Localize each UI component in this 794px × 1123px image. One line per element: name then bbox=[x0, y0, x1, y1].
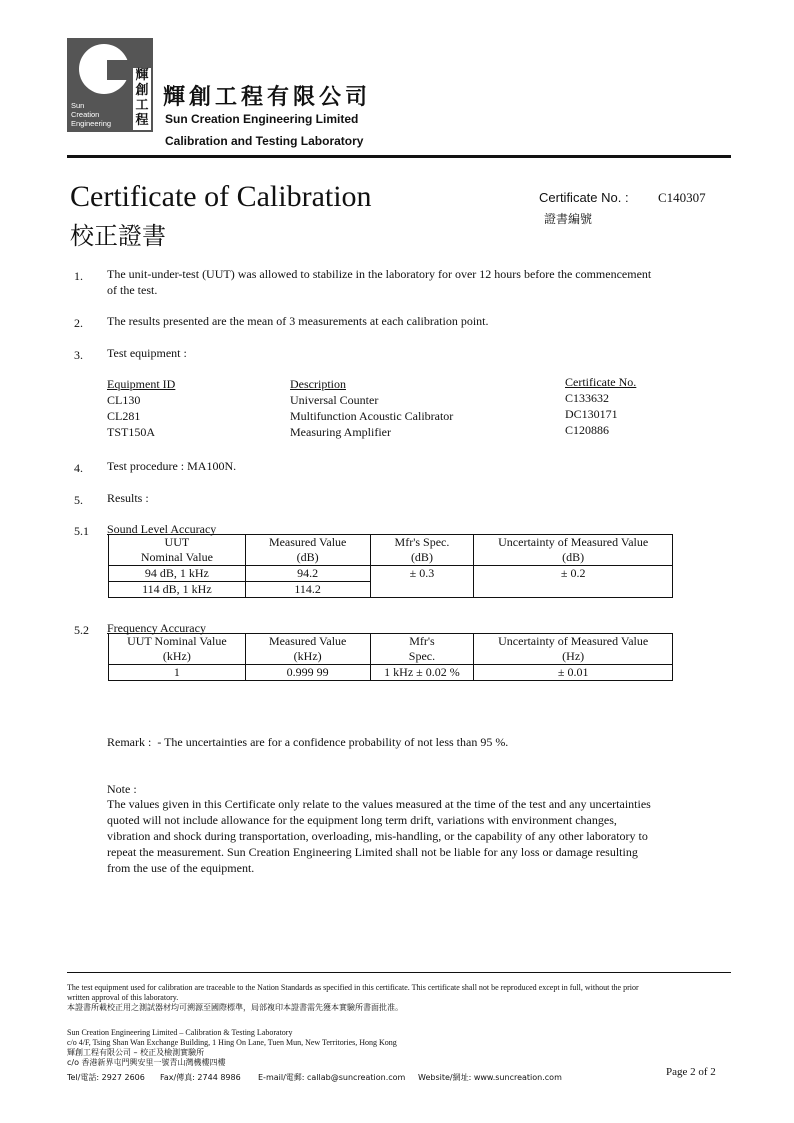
equipment-id-column: Equipment ID CL130 CL281 TST150A bbox=[107, 377, 176, 439]
section-number: 5.1 bbox=[74, 524, 89, 538]
certificate-number-label: Certificate No. : bbox=[539, 190, 629, 205]
item-number: 3. bbox=[74, 348, 83, 362]
section-number: 5.2 bbox=[74, 623, 89, 637]
company-name-en: Sun Creation Engineering Limited bbox=[165, 112, 359, 126]
company-name-cn: 輝創工程有限公司 bbox=[163, 85, 372, 110]
item-text: The unit-under-test (UUT) was allowed to stabilize in the laboratory for over 12 hours before the commencement of the test. bbox=[107, 267, 652, 297]
table-row: 1 0.999 99 1 kHz ± 0.02 % ± 0.01 bbox=[109, 665, 673, 681]
item-number: 4. bbox=[74, 461, 83, 475]
footer-disclaimer: The test equipment used for calibration are traceable to the Nation Standards as specified in this certificate. This certificate shall not be reproduced except in full, without the prior written approval of this laboratory. 本證書所載校正用之測試器材均可溯源至國際標準，局部複印本證書需先獲本實驗所書面批准。 bbox=[67, 983, 639, 1012]
footer-website: Website/網址: www.suncreation.com bbox=[418, 1073, 562, 1082]
note-label: Note : bbox=[107, 782, 137, 796]
item-text: Test equipment : bbox=[107, 346, 187, 360]
item-text: The results presented are the mean of 3 measurements at each calibration point. bbox=[107, 314, 489, 328]
item-number: 5. bbox=[74, 493, 83, 507]
footer-address: Sun Creation Engineering Limited – Calibration & Testing Laboratory c/o 4/F, Tsing Shan Wan Exchange Building, 1 Hing On Lane, Tuen Mun, New Territories, Hong Kong 輝創工程有限公司 – 校正及檢測實驗所 c/o 香港新界屯門興安里一號青山灣機樓四樓 bbox=[67, 1028, 397, 1067]
item-text: Results : bbox=[107, 491, 149, 505]
logo-en-text: Sun Creation Engineering bbox=[71, 101, 112, 128]
note-body: The values given in this Certificate only relate to the values measured at the time of the test and any uncertainties quoted will not include allowance for the equipment long term drift, variations with environment changes, vibration and shock during transportation, overloading, mis-handling, or the capability of any other laboratory to repeat the measurement. Sun Creation Engineering Limited shall not be liable for any loss or damage resulting from the use of the equipment. bbox=[107, 797, 651, 875]
lab-name: Calibration and Testing Laboratory bbox=[165, 134, 364, 148]
sound-level-table bbox=[108, 534, 673, 598]
certificate-number-label-cn: 證書編號 bbox=[544, 212, 593, 226]
header-divider bbox=[67, 155, 731, 158]
table-row: 114 dB, 1 kHz 114.2 bbox=[109, 582, 673, 598]
certificate-number-value: C140307 bbox=[658, 190, 706, 205]
equipment-description-column: Description Universal Counter Multifunction Acoustic Calibrator Measuring Amplifier bbox=[290, 377, 454, 439]
footer-divider bbox=[67, 972, 731, 973]
company-logo bbox=[67, 38, 153, 132]
table-header-row: UUT Nominal Value (kHz) Measured Value (kHz) Mfr's Spec. Uncertainty of Measured Value (Hz) bbox=[109, 634, 673, 665]
item-number: 1. bbox=[74, 269, 83, 283]
footer-tel: Tel/電話: 2927 2606 bbox=[67, 1073, 145, 1082]
remark-text: Remark : - The uncertainties are for a confidence probability of not less than 95 %. bbox=[107, 735, 509, 749]
footer-fax: Fax/傳真: 2744 8986 bbox=[160, 1073, 241, 1082]
item-number: 2. bbox=[74, 316, 83, 330]
page-number: Page 2 of 2 bbox=[666, 1066, 716, 1078]
section-title: Frequency Accuracy bbox=[107, 621, 206, 635]
logo-cn-text: 輝 創 工 程 bbox=[133, 68, 151, 130]
frequency-table bbox=[108, 633, 673, 681]
table-header-row: UUT Nominal Value Measured Value (dB) Mfr's Spec. (dB) Uncertainty of Measured Value (dB) bbox=[109, 535, 673, 566]
table-row: 94 dB, 1 kHz 94.2 ± 0.3 ± 0.2 bbox=[109, 566, 673, 582]
page-title: Certificate of Calibration bbox=[70, 180, 372, 213]
page-title-cn: 校正證書 bbox=[70, 222, 166, 250]
item-text: Test procedure : MA100N. bbox=[107, 459, 237, 473]
section-title: Sound Level Accuracy bbox=[107, 522, 217, 536]
footer-email: E-mail/電郵: callab@suncreation.com bbox=[258, 1073, 406, 1082]
equipment-certificate-column: Certificate No. C133632 DC130171 C120886 bbox=[565, 375, 637, 437]
